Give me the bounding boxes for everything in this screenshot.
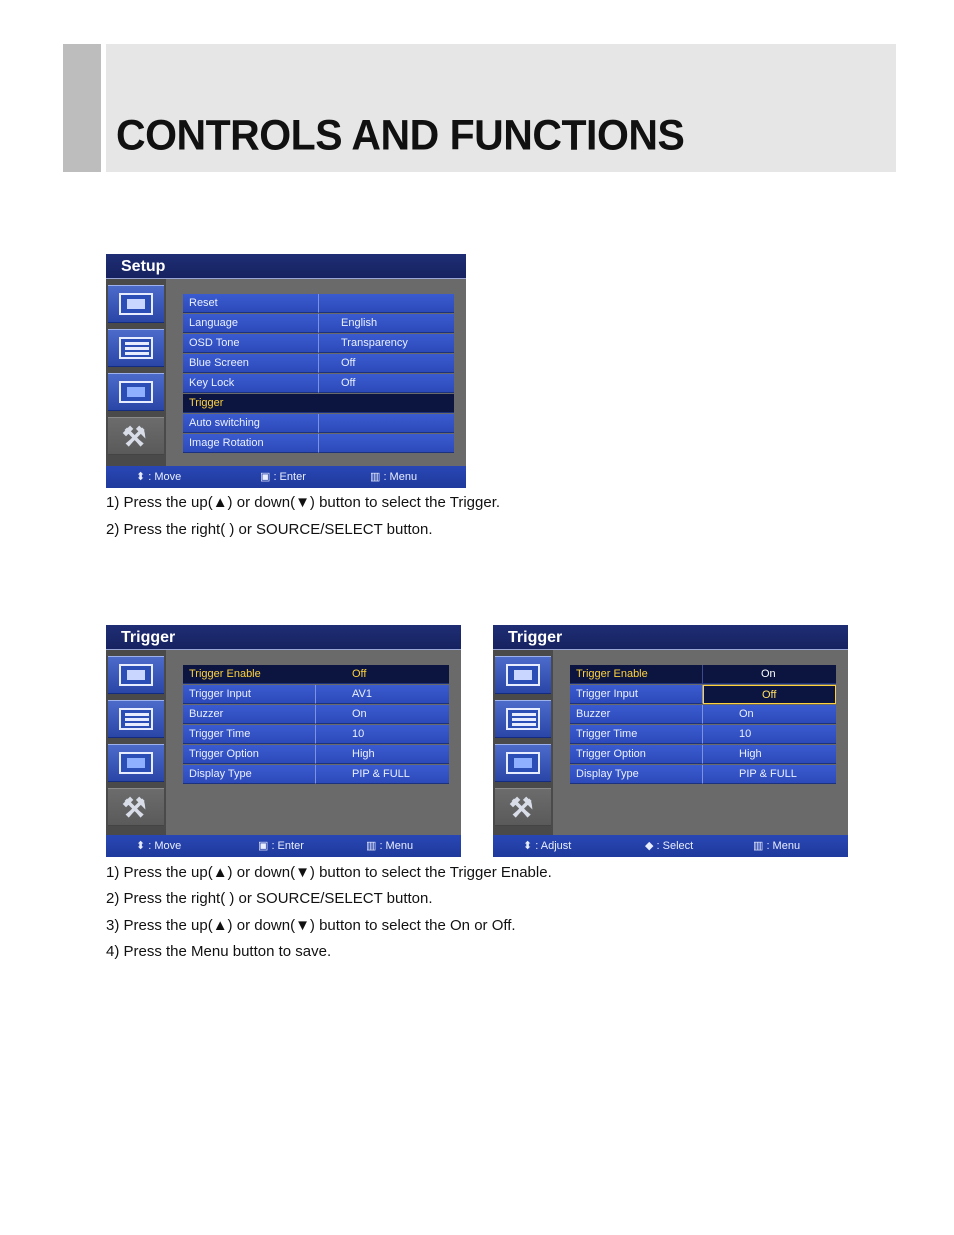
list-icon[interactable] (495, 700, 551, 738)
footer-move-hint: ⬍ : Move (136, 840, 182, 852)
osd-title: Trigger (106, 625, 461, 650)
list-icon[interactable] (108, 329, 164, 367)
menu-row-trigger-time[interactable]: Trigger Time 10 (183, 725, 449, 745)
tools-icon[interactable]: ⚒ (495, 788, 551, 826)
footer-select-hint: ◆ : Select (645, 840, 694, 852)
trigger-step-3: 3) Press the up(▲) or down(▼) button to select the On or Off. (106, 917, 516, 934)
setup-step-2: 2) Press the right( ) or SOURCE/SELECT button. (106, 521, 433, 538)
picture-icon[interactable] (108, 285, 164, 323)
osd-sidebar (106, 650, 166, 835)
trigger-step-1: 1) Press the up(▲) or down(▼) button to select the Trigger Enable. (106, 864, 552, 881)
image-icon[interactable] (495, 744, 551, 782)
menu-row-trigger-enable[interactable]: Trigger Enable On (570, 665, 836, 685)
menu-row-buzzer[interactable]: Buzzer On (570, 705, 836, 725)
menu-row-reset[interactable]: Reset (183, 294, 454, 314)
menu-row-display-type[interactable]: Display Type PIP & FULL (183, 765, 449, 785)
menu-row-trigger[interactable]: Trigger (183, 394, 454, 414)
tools-icon[interactable]: ⚒ (108, 417, 164, 455)
menu-row-language[interactable]: Language English (183, 314, 454, 334)
tools-icon[interactable]: ⚒ (108, 788, 164, 826)
setup-step-1: 1) Press the up(▲) or down(▼) button to select the Trigger. (106, 494, 501, 511)
osd-sidebar (493, 650, 553, 835)
header-accent-bar (63, 44, 101, 172)
menu-row-osd-tone[interactable]: OSD Tone Transparency (183, 334, 454, 354)
menu-row-trigger-time[interactable]: Trigger Time 10 (570, 725, 836, 745)
osd-title: Trigger (493, 625, 848, 650)
osd-footer (106, 835, 461, 857)
trigger-menu-2 (570, 665, 836, 785)
osd-title: Setup (106, 254, 466, 279)
footer-move-hint: ⬍ : Move (136, 471, 182, 483)
footer-enter-hint: ▣ : Enter (258, 840, 304, 852)
footer-enter-hint: ▣ : Enter (260, 471, 306, 483)
setup-menu (183, 294, 454, 454)
menu-row-key-lock[interactable]: Key Lock Off (183, 374, 454, 394)
trigger-osd-panel-2 (493, 625, 848, 857)
menu-row-trigger-enable[interactable]: Trigger Enable Off (183, 665, 449, 685)
osd-footer (106, 466, 466, 488)
picture-icon[interactable] (495, 656, 551, 694)
picture-icon[interactable] (108, 656, 164, 694)
osd-footer (493, 835, 848, 857)
image-icon[interactable] (108, 373, 164, 411)
image-icon[interactable] (108, 744, 164, 782)
menu-row-trigger-option[interactable]: Trigger Option High (183, 745, 449, 765)
menu-row-trigger-input[interactable]: Trigger Input Off (570, 685, 836, 705)
footer-adjust-hint: ⬍ : Adjust (523, 840, 572, 852)
menu-row-auto-switching[interactable]: Auto switching (183, 414, 454, 434)
trigger-step-4: 4) Press the Menu button to save. (106, 943, 332, 960)
menu-row-buzzer[interactable]: Buzzer On (183, 705, 449, 725)
trigger-osd-panel-1 (106, 625, 461, 857)
page-title: CONTROLS AND FUNCTIONS (116, 110, 685, 160)
menu-row-trigger-option[interactable]: Trigger Option High (570, 745, 836, 765)
setup-osd-panel (106, 254, 466, 488)
footer-menu-hint: ▥ : Menu (370, 471, 418, 483)
menu-row-trigger-input[interactable]: Trigger Input AV1 (183, 685, 449, 705)
menu-row-display-type[interactable]: Display Type PIP & FULL (570, 765, 836, 785)
list-icon[interactable] (108, 700, 164, 738)
footer-menu-hint: ▥ : Menu (366, 840, 414, 852)
menu-row-image-rotation[interactable]: Image Rotation (183, 434, 454, 454)
osd-sidebar (106, 279, 166, 466)
trigger-menu-1 (183, 665, 449, 785)
trigger-step-2: 2) Press the right( ) or SOURCE/SELECT button. (106, 890, 433, 907)
menu-row-blue-screen[interactable]: Blue Screen Off (183, 354, 454, 374)
footer-menu-hint: ▥ : Menu (753, 840, 801, 852)
